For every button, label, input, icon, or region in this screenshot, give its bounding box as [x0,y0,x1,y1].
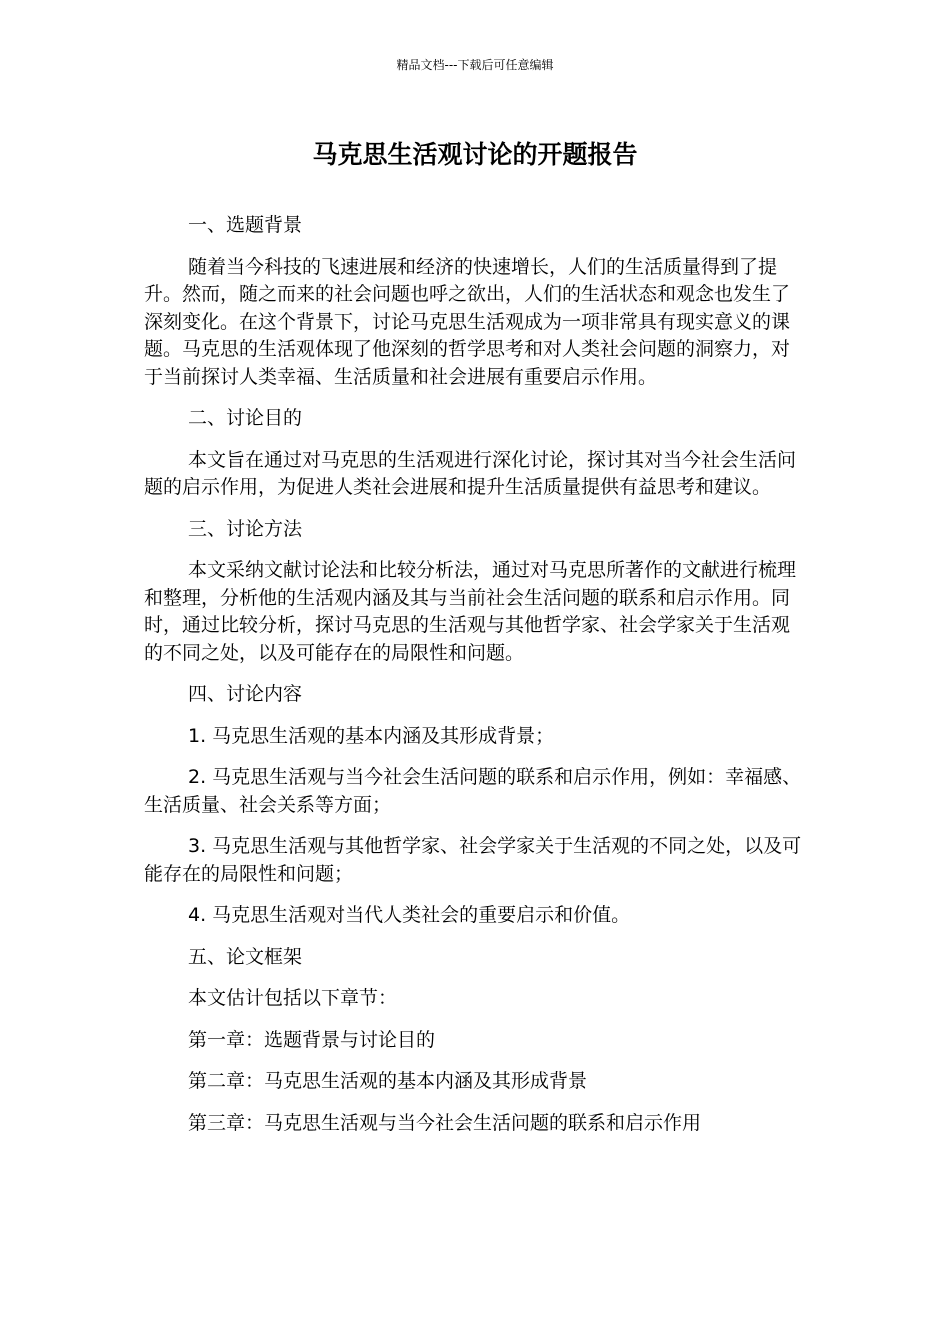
paragraph: 本文旨在通过对马克思的生活观进行深化讨论，探讨其对当今社会生活问题的启示作用，为促进人类社会进展和提升生活质量提供有益思考和建议。 [144,448,797,498]
list-item: 2. 马克思生活观与当今社会生活问题的联系和启示作用，例如：幸福感、生活质量、社会关系等方面； [144,766,802,816]
list-item: 3. 马克思生活观与其他哲学家、社会学家关于生活观的不同之处，以及可能存在的局限性和问题； [144,835,802,885]
paragraph: 本文采纳文献讨论法和比较分析法，通过对马克思所著作的文献进行梳理和整理，分析他的生活观内涵及其与当前社会生活问题的联系和启示作用。同时，通过比较分析，探讨马克思的生活观与其他哲学家、社会学家关于生活观的不同之处，以及可能存在的局限性和问题。 [144,559,797,664]
list-item: 4. 马克思生活观对当代人类社会的重要启示和价值。 [188,904,631,926]
list-item: 第三章：马克思生活观与当今社会生活问题的联系和启示作用 [188,1111,702,1134]
section-heading: 三、讨论方法 [188,517,303,540]
list-item: 第二章：马克思生活观的基本内涵及其形成背景 [188,1070,588,1092]
section-heading: 四、讨论内容 [188,683,303,705]
section-heading: 一、选题背景 [188,214,303,236]
list-item: 第一章：选题背景与讨论目的 [188,1028,436,1051]
document-title: 马克思生活观讨论的开题报告 [312,140,638,169]
section-heading: 五、论文框架 [188,945,303,968]
section-heading: 二、讨论目的 [188,407,303,429]
list-item: 1. 马克思生活观的基本内涵及其形成背景； [188,724,555,747]
list-item: 本文估计包括以下章节： [188,987,398,1009]
paragraph: 随着当今科技的飞速进展和经济的快速增长，人们的生活质量得到了提升。然而，随之而来的社会问题也呼之欲出，人们的生活状态和观念也发生了深刻变化。在这个背景下，讨论马克思生活观成为一项非常具有现实意义的课题。马克思的生活观体现了他深刻的哲学思考和对人类社会问题的洞察力，对于当前探讨人类幸福、生活质量和社会进展有重要启示作用。 [144,255,791,388]
header-note: 精品文档---下载后可任意编辑 [396,58,554,72]
document-body [144,212,804,1151]
